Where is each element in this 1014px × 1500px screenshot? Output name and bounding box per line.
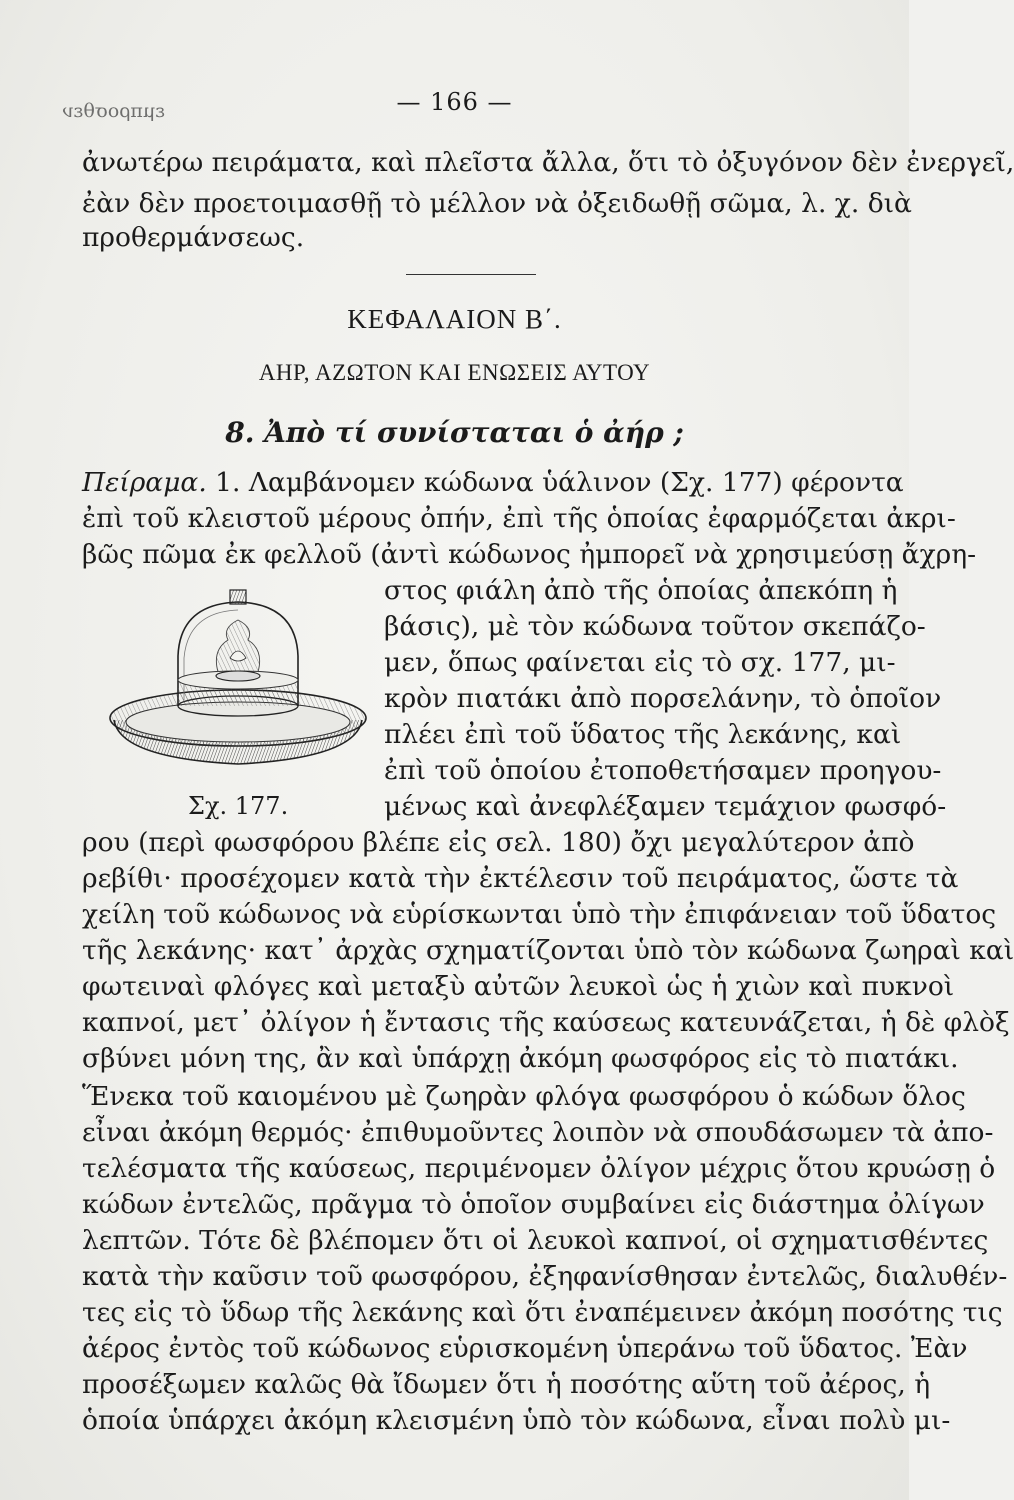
chapter-title: ΚΕΦΑΛΑΙΟΝ Β΄.	[347, 304, 562, 334]
text-line: κώδων ἐντελῶς, πρᾶγμα τὸ ὁποῖον συμβαίνει εἰς διάστημα ὀλίγων	[82, 1189, 985, 1220]
section-divider	[406, 274, 536, 275]
text-line: χείλη τοῦ κώδωνος νὰ εὑρίσκωνται ὑπὸ τὴν ἐπιφάνειαν τοῦ ὕδατος	[82, 899, 997, 930]
chapter-subtitle: ΑΗΡ, ΑΖΩΤΟΝ ΚΑΙ ΕΝΩΣΕΙΣ ΑΥΤΟΥ	[258, 360, 651, 385]
floating-dish	[216, 671, 260, 681]
text-line: ὁποία ὑπάρχει ἀκόμη κλεισμένη ὑπὸ τὸν κώδωνα, εἶναι πολὺ μι-	[82, 1405, 951, 1436]
text-line	[82, 467, 904, 498]
bleed-through-text: εμπροσθεν	[62, 100, 166, 122]
text-line: τες εἰς τὸ ὕδωρ τῆς λεκάνης καὶ ὅτι ἐναπέμεινεν ἀκόμη ποσότης τις	[82, 1297, 1003, 1328]
text-line: καπνοί, μετ᾽ ὀλίγον ἡ ἔντασις τῆς καύσεως κατευνάζεται, ἡ δὲ φλὸξ	[82, 1007, 1010, 1038]
page-number: — 166 —	[396, 88, 513, 116]
text-line: τελέσματα τῆς καύσεως, περιμένομεν ὀλίγον μέχρις ὅτου κρυώσῃ ὁ	[82, 1153, 996, 1184]
text-line: ἀέρος ἐντὸς τοῦ κώδωνος εὑρισκομένη ὑπεράνω τοῦ ὕδατος. Ἐὰν	[82, 1333, 968, 1364]
experiment-line-text: 1. Λαμβάνομεν κώδωνα ὑάλινον (Σχ. 177) φέροντα	[206, 467, 904, 498]
phosphorus-smoke	[216, 620, 259, 672]
text-line: ἐπὶ τοῦ ὁποίου ἐτοποθετήσαμεν προηγου-	[384, 755, 942, 786]
text-line: λεπτῶν. Τότε δὲ βλέπομεν ὅτι οἱ λευκοὶ καπνοί, οἱ σχηματισθέντες	[82, 1225, 989, 1256]
text-line: σβύνει μόνη της, ἂν καὶ ὑπάρχῃ ἀκόμη φωσφόρος εἰς τὸ πιατάκι.	[82, 1043, 959, 1074]
text-line: ἀνωτέρω πειράματα, καὶ πλεῖστα ἄλλα, ὅτι τὸ ὀξυγόνον δὲν ἐνεργεῖ,	[82, 147, 1014, 178]
experiment-label: Πείραμα.	[82, 467, 207, 498]
text-line: ρεβίθι· προσέχομεν κατὰ τὴν ἐκτέλεσιν τοῦ πειράματος, ὥστε τὰ	[82, 863, 959, 894]
text-line: βάσις), μὲ τὸν κώδωνα τοῦτον σκεπάζο-	[384, 611, 926, 642]
text-line: Ἕνεκα τοῦ καιομένου μὲ ζωηρὰν φλόγα φωσφόρου ὁ κώδων ὅλος	[82, 1081, 966, 1112]
text-line: προθερμάνσεως.	[82, 222, 305, 253]
text-line: ἐὰν δὲν προετοιμασθῇ τὸ μέλλον νὰ ὀξειδωθῇ σῶμα, λ. χ. διὰ	[82, 188, 912, 219]
text-line: στος φιάλη ἀπὸ τῆς ὁποίας ἀπεκόπη ἡ	[384, 575, 898, 606]
text-line: φωτειναὶ φλόγες καὶ μεταξὺ αὐτῶν λευκοὶ ὡς ἡ χιὼν καὶ πυκνοὶ	[82, 971, 955, 1002]
text-line: προσέξωμεν καλῶς θὰ ἴδωμεν ὅτι ἡ ποσότης αὕτη τοῦ ἀέρος, ἡ	[82, 1369, 931, 1400]
text-line: κατὰ τὴν καῦσιν τοῦ φωσφόρου, ἐξηφανίσθησαν ἐντελῶς, διαλυθέν-	[82, 1261, 1008, 1292]
text-line: πλέει ἐπὶ τοῦ ὕδατος τῆς λεκάνης, καὶ	[384, 719, 902, 750]
text-line: βῶς πῶμα ἐκ φελλοῦ (ἀντὶ κώδωνος ἠμπορεῖ νὰ χρησιμεύσῃ ἄχρη-	[82, 539, 977, 570]
bell-jar-illustration	[100, 588, 376, 780]
text-line: ἐπὶ τοῦ κλειστοῦ μέρους ὀπήν, ἐπὶ τῆς ὁποίας ἐφαρμόζεται ἀκρι-	[82, 503, 956, 534]
text-line: εἶναι ἀκόμη θερμός· ἐπιθυμοῦντες λοιπὸν νὰ σπουδάσωμεν τὰ ἀπο-	[82, 1117, 994, 1148]
text-line: ρου (περὶ φωσφόρου βλέπε εἰς σελ. 180) ὄχι μεγαλύτερον ἀπὸ	[82, 827, 915, 858]
section-heading: 8. Ἀπὸ τί συνίσταται ὁ ἀήρ ;	[225, 416, 684, 449]
text-line: μένως καὶ ἀνεφλέξαμεν τεμάχιον φωσφό-	[384, 791, 947, 822]
cork-stopper	[230, 590, 246, 604]
text-line: κρὸν πιατάκι ἀπὸ πορσελάνην, τὸ ὁποῖον	[384, 683, 942, 714]
text-line: μεν, ὅπως φαίνεται εἰς τὸ σχ. 177, μι-	[384, 647, 896, 678]
figure-caption: Σχ. 177.	[188, 792, 289, 820]
water-surface	[126, 702, 350, 742]
text-line: τῆς λεκάνης· κατ᾽ ἀρχὰς σχηματίζονται ὑπὸ τὸν κώδωνα ζωηραὶ καὶ	[82, 935, 1014, 966]
